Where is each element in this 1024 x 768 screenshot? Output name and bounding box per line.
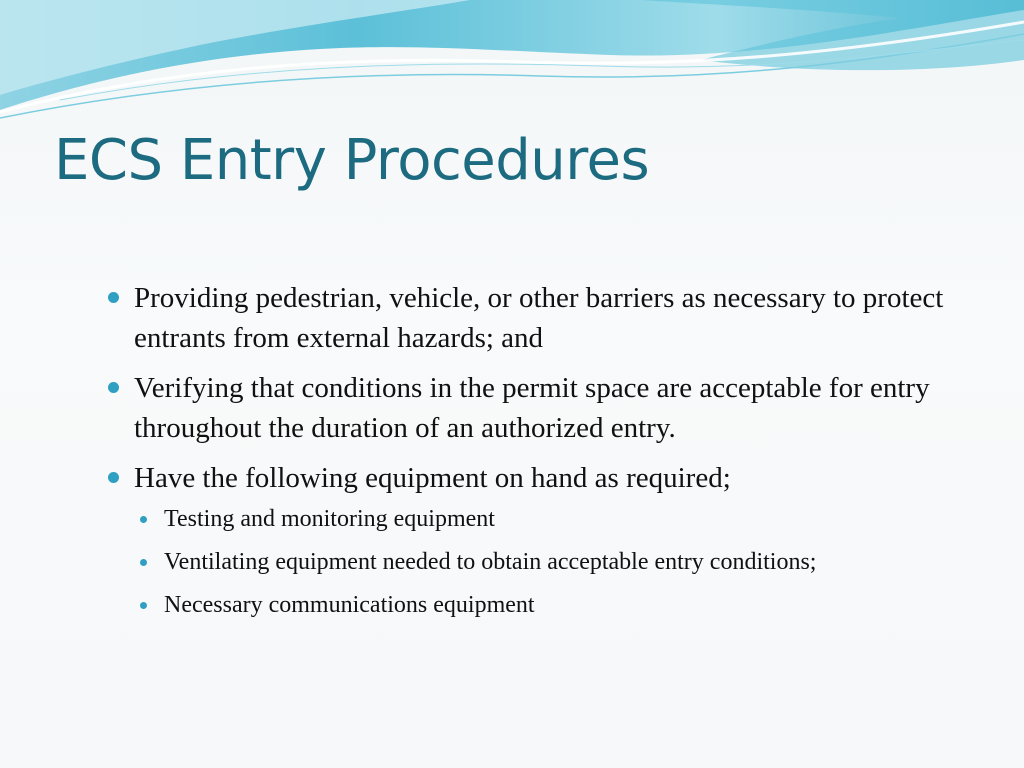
sub-bullet-list (134, 502, 988, 623)
bullet-text: Verifying that conditions in the permit space are acceptable for entry throughout the duration of an authorized entry. (134, 372, 930, 444)
sub-bullet-text: Necessary communications equipment (164, 592, 535, 618)
wave-header-decoration (0, 0, 1024, 130)
sub-bullet-item (134, 588, 988, 623)
bullet-list (108, 278, 988, 623)
bullet-text: Providing pedestrian, vehicle, or other barriers as necessary to protect entrants from external hazards; and (134, 282, 944, 354)
bullet-dot-icon (108, 472, 119, 483)
bullet-dot-icon (108, 292, 119, 303)
bullet-item (108, 458, 988, 623)
sub-bullet-text: Testing and monitoring equipment (164, 506, 495, 532)
slide-title: ECS Entry Procedures (54, 128, 650, 193)
sub-bullet-item (134, 502, 988, 537)
sub-bullet-dot-icon (140, 602, 147, 609)
sub-bullet-dot-icon (140, 559, 147, 566)
sub-bullet-dot-icon (140, 516, 147, 523)
bullet-text: Have the following equipment on hand as required; (134, 462, 731, 494)
sub-bullet-text: Ventilating equipment needed to obtain acceptable entry conditions; (164, 549, 817, 575)
bullet-item (108, 368, 988, 448)
slide-content (108, 278, 988, 631)
sub-bullet-item (134, 545, 988, 580)
bullet-dot-icon (108, 382, 119, 393)
bullet-item (108, 278, 988, 358)
